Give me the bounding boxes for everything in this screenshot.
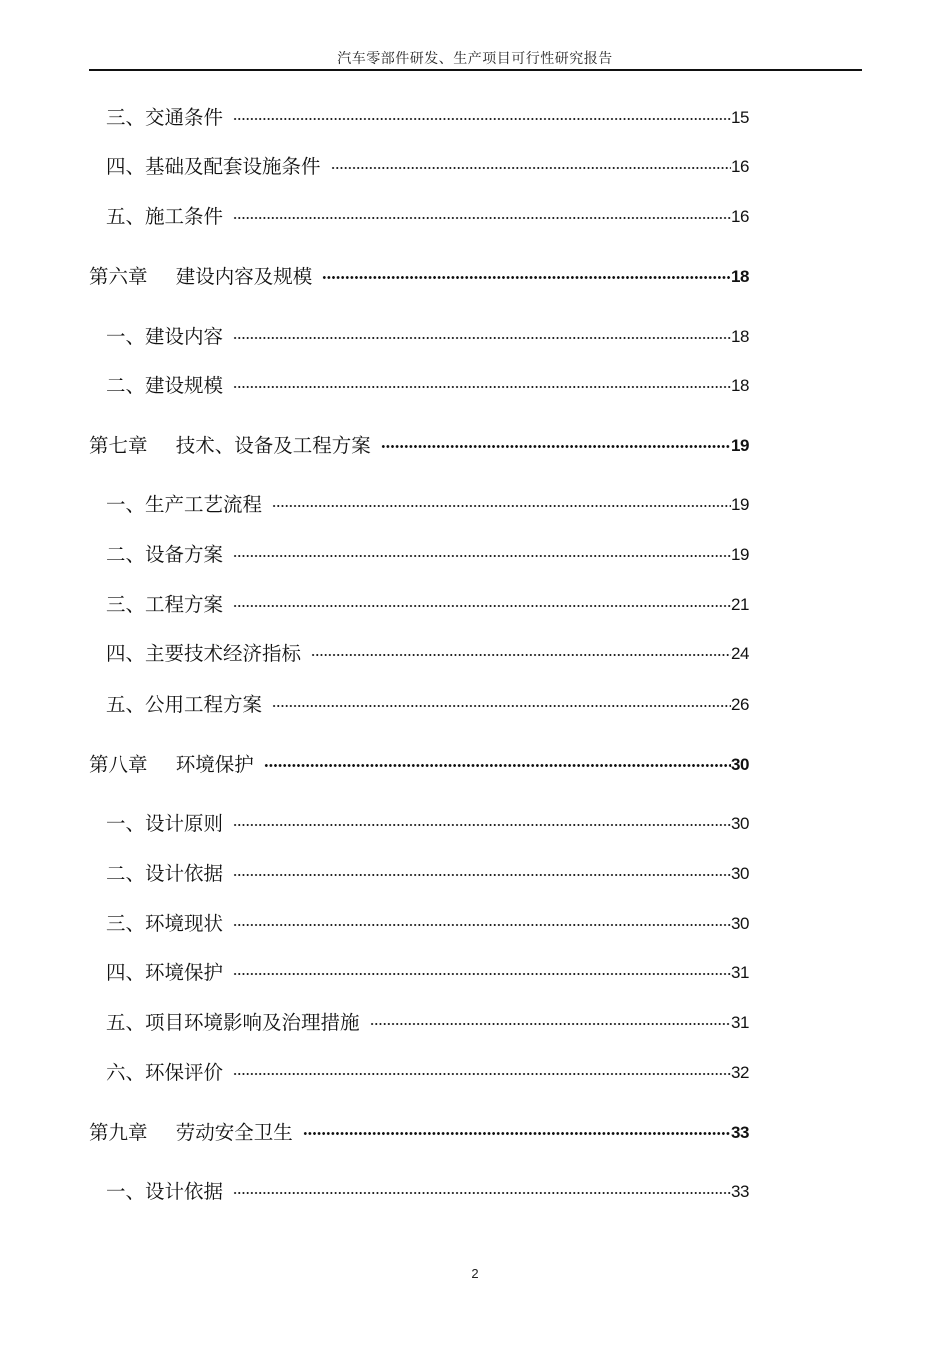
toc-section-entry[interactable]: [0, 202, 950, 232]
toc-section-entry[interactable]: [0, 540, 950, 570]
toc-entry-page-number: 30: [731, 914, 749, 933]
toc-dot-leader: [331, 167, 731, 169]
toc-dot-leader: [233, 337, 731, 339]
page-number: 2: [471, 1266, 479, 1281]
toc-dot-leader: [233, 217, 731, 219]
toc-entry-page-number: 24: [731, 644, 749, 663]
document-header-title: 汽车零部件研发、生产项目可行性研究报告: [337, 51, 613, 67]
toc-chapter-entry[interactable]: [0, 1118, 950, 1148]
toc-chapter-entry[interactable]: [0, 431, 950, 461]
toc-section-entry[interactable]: [0, 1058, 950, 1088]
toc-entry-title: 二、设计依据: [106, 859, 231, 889]
toc-dot-leader: [264, 764, 731, 767]
toc-entry-title: 六、环保评价: [106, 1058, 231, 1088]
toc-entry-title: 五、施工条件: [106, 202, 231, 232]
toc-dot-leader: [233, 874, 731, 876]
toc-entry-title: 一、设计原则: [106, 809, 231, 839]
toc-dot-leader: [381, 445, 731, 448]
toc-entry-page-number: 30: [731, 814, 749, 833]
toc-section-entry[interactable]: [0, 958, 950, 988]
toc-entry-page-number: 18: [731, 327, 749, 346]
toc-section-entry[interactable]: [0, 1008, 950, 1038]
toc-dot-leader: [233, 555, 731, 557]
toc-dot-leader: [233, 386, 731, 388]
toc-entry-page-number: 19: [731, 495, 749, 514]
toc-dot-leader: [311, 654, 731, 656]
toc-entry-title: 四、环境保护: [106, 958, 231, 988]
toc-dot-leader: [233, 1192, 731, 1194]
toc-dot-leader: [233, 1073, 731, 1075]
toc-entry-title: 第七章 技术、设备及工程方案: [89, 431, 379, 461]
toc-section-entry[interactable]: [0, 809, 950, 839]
toc-entry-page-number: 15: [731, 108, 749, 127]
toc-entry-page-number: 19: [731, 436, 749, 455]
toc-entry-page-number: 31: [731, 1013, 749, 1032]
toc-section-entry[interactable]: [0, 859, 950, 889]
toc-section-entry[interactable]: [0, 590, 950, 620]
toc-section-entry[interactable]: [0, 909, 950, 939]
toc-section-entry[interactable]: [0, 152, 950, 182]
toc-entry-page-number: 30: [731, 864, 749, 883]
toc-dot-leader: [233, 118, 731, 120]
toc-section-entry[interactable]: [0, 103, 950, 133]
toc-dot-leader: [233, 824, 731, 826]
toc-entry-title: 第六章 建设内容及规模: [89, 262, 320, 292]
toc-entry-page-number: 16: [731, 207, 749, 226]
toc-entry-page-number: 19: [731, 545, 749, 564]
toc-entry-page-number: 33: [731, 1182, 749, 1201]
toc-entry-title: 二、建设规模: [106, 371, 231, 401]
toc-entry-page-number: 32: [731, 1063, 749, 1082]
toc-dot-leader: [370, 1023, 731, 1025]
toc-entry-title: 一、建设内容: [106, 322, 231, 352]
toc-dot-leader: [272, 705, 731, 707]
toc-dot-leader: [233, 973, 731, 975]
toc-entry-title: 第八章 环境保护: [89, 750, 262, 780]
toc-entry-page-number: 26: [731, 695, 749, 714]
toc-entry-title: 二、设备方案: [106, 540, 231, 570]
toc-chapter-entry[interactable]: [0, 262, 950, 292]
toc-entry-page-number: 18: [731, 376, 749, 395]
toc-section-entry[interactable]: [0, 490, 950, 520]
toc-section-entry[interactable]: [0, 322, 950, 352]
toc-section-entry[interactable]: [0, 690, 950, 720]
toc-entry-title: 三、交通条件: [106, 103, 231, 133]
toc-entry-page-number: 18: [731, 267, 749, 286]
toc-dot-leader: [272, 505, 731, 507]
toc-entry-title: 四、基础及配套设施条件: [106, 152, 329, 182]
toc-chapter-entry[interactable]: [0, 750, 950, 780]
toc-dot-leader: [303, 1132, 731, 1135]
toc-entry-title: 五、公用工程方案: [106, 690, 270, 720]
toc-section-entry[interactable]: [0, 371, 950, 401]
toc-section-entry[interactable]: [0, 639, 950, 669]
toc-entry-title: 三、环境现状: [106, 909, 231, 939]
toc-entry-title: 三、工程方案: [106, 590, 231, 620]
toc-entry-title: 四、主要技术经济指标: [106, 639, 309, 669]
toc-entry-title: 一、生产工艺流程: [106, 490, 270, 520]
toc-dot-leader: [322, 276, 731, 279]
toc-entry-title: 五、项目环境影响及治理措施: [106, 1008, 368, 1038]
toc-entry-page-number: 21: [731, 595, 749, 614]
toc-section-entry[interactable]: [0, 1177, 950, 1207]
toc-dot-leader: [233, 605, 731, 607]
toc-entry-title: 第九章 劳动安全卫生: [89, 1118, 301, 1148]
toc-entry-page-number: 33: [731, 1123, 749, 1142]
toc-entry-page-number: 30: [731, 755, 749, 774]
toc-entry-page-number: 31: [731, 963, 749, 982]
toc-dot-leader: [233, 924, 731, 926]
toc-entry-page-number: 16: [731, 157, 749, 176]
toc-entry-title: 一、设计依据: [106, 1177, 231, 1207]
